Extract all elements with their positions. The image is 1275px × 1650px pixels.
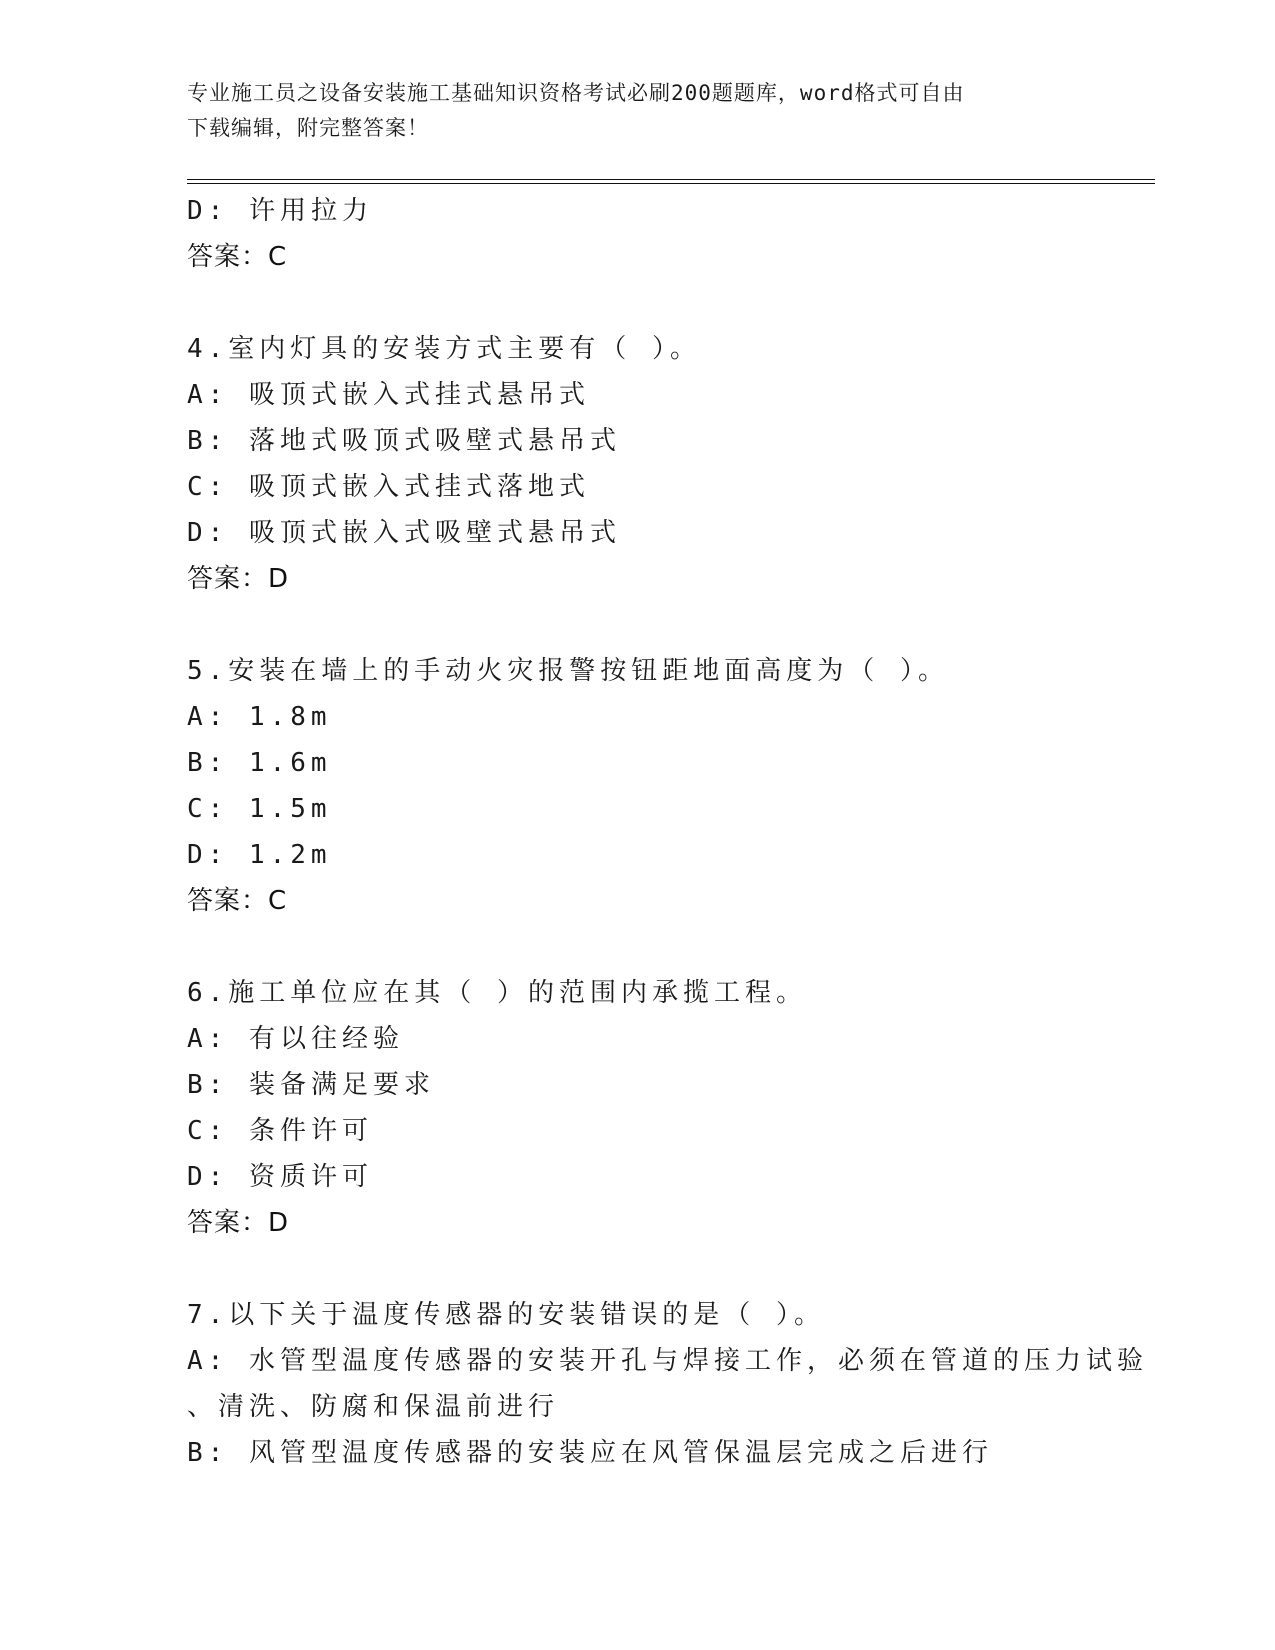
option-d: D: 资质许可 [187, 1162, 373, 1192]
spacer [187, 602, 1087, 648]
question-7 [187, 1292, 1148, 1476]
question-stem: 7.以下关于温度传感器的安装错误的是（ ）。 [187, 1300, 825, 1330]
option-c: C: 条件许可 [187, 1116, 373, 1146]
question-6 [187, 970, 1087, 1246]
option-a: A: 水管型温度传感器的安装开孔与焊接工作，必须在管道的压力试验 [187, 1346, 1148, 1376]
answer: 答案：D [187, 1208, 290, 1238]
question-stem: 6.施工单位应在其（ ）的范围内承揽工程。 [187, 978, 807, 1008]
header-line-1: 专业施工员之设备安装施工基础知识资格考试必刷200题题库，word格式可自由 [187, 81, 965, 105]
answer: 答案：D [187, 564, 290, 594]
answer: 答案：C [187, 886, 288, 916]
question-list [187, 188, 1148, 1476]
question-stem: 4.室内灯具的安装方式主要有（ ）。 [187, 334, 701, 364]
option-b: B: 落地式吸顶式吸壁式悬吊式 [187, 426, 621, 456]
prev-answer: 答案：C [187, 242, 288, 272]
spacer [187, 280, 1087, 326]
question-4 [187, 326, 1087, 602]
question-stem: 5.安装在墙上的手动火灾报警按钮距地面高度为（ ）。 [187, 656, 949, 686]
option-a: A: 1.8m [187, 702, 332, 732]
option-b: B: 装备满足要求 [187, 1070, 435, 1100]
option-b: B: 1.6m [187, 748, 332, 778]
spacer [187, 924, 1087, 970]
option-c: C: 吸顶式嵌入式挂式落地式 [187, 472, 590, 502]
option-a: A: 有以往经验 [187, 1024, 404, 1054]
header-divider-top [187, 179, 1155, 180]
option-d: D: 1.2m [187, 840, 332, 870]
option-c: C: 1.5m [187, 794, 332, 824]
option-a-continued: 、清洗、防腐和保温前进行 [187, 1392, 560, 1422]
option-b: B: 风管型温度传感器的安装应在风管保温层完成之后进行 [187, 1438, 993, 1468]
option-d: D: 吸顶式嵌入式吸壁式悬吊式 [187, 518, 621, 548]
question-5 [187, 648, 1087, 924]
spacer [187, 1246, 1087, 1292]
header-divider-bottom [187, 183, 1155, 184]
prev-option-d: D: 许用拉力 [187, 196, 373, 226]
document-header [187, 76, 1067, 146]
option-a: A: 吸顶式嵌入式挂式悬吊式 [187, 380, 590, 410]
header-line-2: 下载编辑，附完整答案！ [187, 116, 429, 140]
